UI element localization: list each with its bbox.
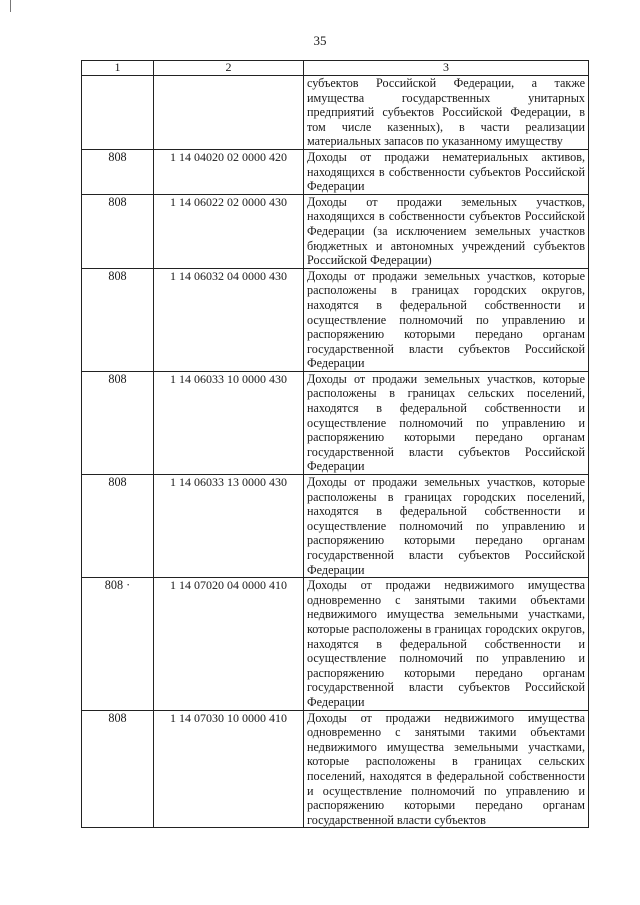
description-cell: Доходы от продажи нематериальных активов, находящихся в собственности субъектов Российской Федерации: [304, 149, 589, 194]
admin-code-cell: 808: [82, 194, 154, 268]
header-col-2: 2: [154, 61, 304, 76]
admin-code-cell: 808: [82, 710, 154, 828]
description-cell: Доходы от продажи земельных участков, находящихся в собственности субъектов Российской Федерации (за исключением земельных участков бюджетных и автономных учреждений субъектов Российской Федерации): [304, 194, 589, 268]
description-cell: субъектов Российской Федерации, а также имущества государственных унитарных предприятий субъектов Российской Федерации, в том числе казенных), в части реализации материальных запасов по указанному имуществу: [304, 76, 589, 150]
admin-code-cell: 808: [82, 268, 154, 371]
page-number: 35: [313, 33, 327, 48]
budget-code-cell: 1 14 04020 02 0000 420: [154, 149, 304, 194]
table-row: [82, 475, 589, 578]
table-row: [82, 149, 589, 194]
revenue-codes-table: [81, 60, 589, 828]
table-header-row: [82, 61, 589, 76]
header-col-3: 3: [304, 61, 589, 76]
budget-code-cell: 1 14 07020 04 0000 410: [154, 578, 304, 710]
budget-code-cell: 1 14 06022 02 0000 430: [154, 194, 304, 268]
budget-code-cell: 1 14 06033 10 0000 430: [154, 371, 304, 474]
admin-code-cell: [82, 76, 154, 150]
description-cell: Доходы от продажи недвижимого имущества одновременно с занятыми такими объектами недвижимого имущества земельными участками, которые расположены в границах городских округов, находятся в федеральной собственности и осуществление полномочий по управлению и распоряжению которыми передано органам государственной власти субъектов Российской Федерации: [304, 578, 589, 710]
budget-code-cell: 1 14 06033 13 0000 430: [154, 475, 304, 578]
description-cell: Доходы от продажи земельных участков, которые расположены в границах городских поселений, находятся в федеральной собственности и осуществление полномочий по управлению и распоряжению которыми передано органам государственной власти субъектов Российской Федерации: [304, 475, 589, 578]
budget-code-cell: 1 14 07030 10 0000 410: [154, 710, 304, 828]
description-cell: Доходы от продажи недвижимого имущества одновременно с занятыми такими объектами недвижимого имущества земельными участками, которые расположены в границах сельских поселений, находятся в федеральной собственности и осуществление полномочий по управлению и распоряжению которыми передано органам государственной власти субъектов: [304, 710, 589, 828]
table-row: [82, 371, 589, 474]
table-row: [82, 268, 589, 371]
admin-code-cell: 808: [82, 149, 154, 194]
budget-code-cell: 1 14 06032 04 0000 430: [154, 268, 304, 371]
description-cell: Доходы от продажи земельных участков, которые расположены в границах городских округов, находятся в федеральной собственности и осуществление полномочий по управлению и распоряжению которыми передано органам государственной власти субъектов Российской Федерации: [304, 268, 589, 371]
table-row: [82, 76, 589, 150]
admin-code-cell: 808: [82, 475, 154, 578]
admin-code-cell: 808: [82, 371, 154, 474]
header-col-1: 1: [82, 61, 154, 76]
table-row: [82, 710, 589, 828]
admin-code-cell: 808 ·: [82, 578, 154, 710]
description-cell: Доходы от продажи земельных участков, которые расположены в границах сельских поселений, находятся в федеральной собственности и осуществление полномочий по управлению и распоряжению которыми передано органам государственной власти субъектов Российской Федерации: [304, 371, 589, 474]
table-row: [82, 578, 589, 710]
table-row: [82, 194, 589, 268]
scan-edge-mark: [10, 0, 11, 12]
budget-code-cell: [154, 76, 304, 150]
